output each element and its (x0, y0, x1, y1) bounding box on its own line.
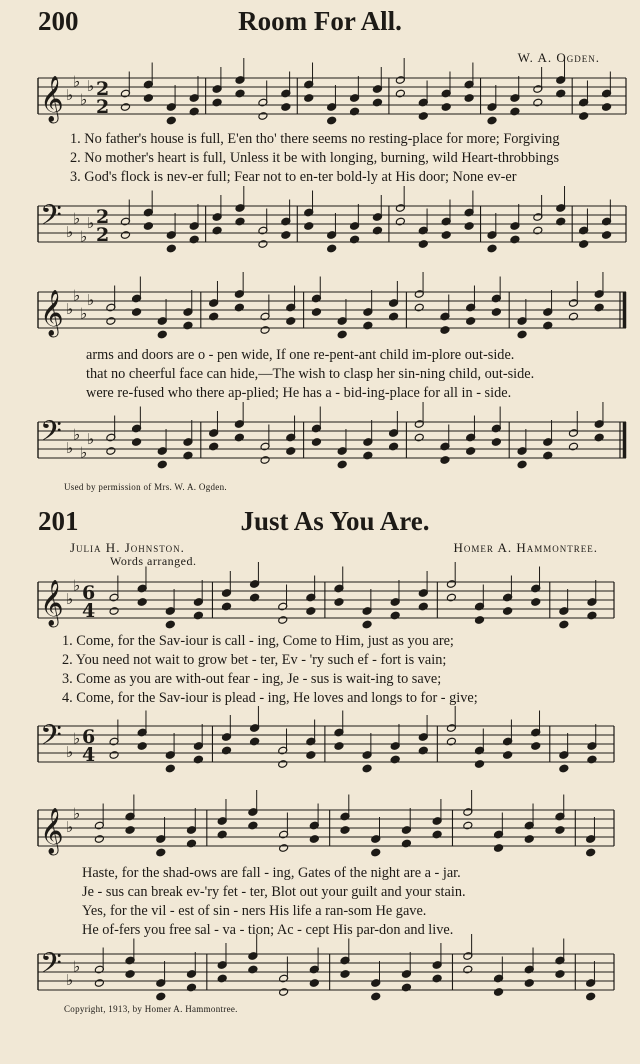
bass-clef-icon: 𝄢 (40, 199, 62, 239)
note-head (143, 222, 153, 231)
note-head (281, 103, 291, 112)
verse-block (86, 346, 534, 403)
note-head (304, 94, 314, 103)
flat-icon: ♭ (73, 425, 81, 444)
time-signature-bottom: 2 (96, 96, 110, 118)
note-head (418, 240, 428, 249)
note-head (156, 848, 166, 857)
verse-line: Je - sus can break ev-'ry fet - ter, Blot out your guilt and your stain. (82, 884, 466, 900)
note-head (311, 308, 321, 317)
note-head (279, 988, 289, 997)
verse-line: 3. God's flock is nev-er full; Fear not to en-ter bold-ly at His door; None ev-er (70, 169, 517, 185)
note-head (559, 620, 569, 629)
note-head (304, 222, 314, 231)
note-head (137, 598, 147, 607)
note-head (132, 308, 142, 317)
note-head (327, 244, 337, 253)
note-head (559, 764, 569, 773)
time-signature-top: 6 (82, 582, 96, 604)
verse-line: 1. Come, for the Sav-iour is call - ing, Come to Him, just as you are; (62, 633, 454, 649)
verse-line: were re-fused who there ap-plied; He has a - bid-ing-place for all in - side. (86, 385, 512, 401)
flat-icon: ♭ (73, 72, 81, 91)
note-head (278, 616, 288, 625)
verse-line: that no cheerful face can hide,—The wish to clasp her sin-ning child, out-side. (86, 366, 535, 382)
note-head (258, 240, 268, 249)
verse-line: 4. Come, for the Sav-iour is plead - ing, He loves and longs to for - give; (62, 690, 478, 706)
note-head (327, 116, 337, 125)
music-staff (0, 712, 640, 776)
treble-clef-icon: 𝄞 (40, 580, 64, 626)
note-head (311, 438, 321, 447)
note-head (524, 835, 534, 844)
note-head (466, 317, 476, 326)
music-staff (0, 408, 640, 472)
note-head (120, 103, 130, 112)
note-head (106, 317, 116, 326)
author-note: Words arranged. (110, 554, 197, 568)
note-head (517, 330, 527, 339)
note-head (579, 240, 589, 249)
music-staff (0, 796, 640, 860)
note-head (334, 598, 344, 607)
note-head (555, 970, 565, 979)
note-head (125, 970, 135, 979)
note-head (286, 317, 296, 326)
verse-line: 2. You need not wait to grow bet - ter, Ev - 'ry such ef - fort is vain; (62, 652, 447, 668)
flat-icon: ♭ (66, 971, 74, 989)
music-staff (0, 64, 640, 128)
note-head (371, 992, 381, 1001)
flat-icon: ♭ (87, 77, 95, 95)
flat-icon: ♭ (73, 804, 81, 823)
verse-line: 3. Come as you are with-out fear - ing, Je - sus is wait-ing to save; (62, 671, 442, 687)
note-head (602, 231, 612, 240)
note-head (258, 112, 268, 121)
note-head (602, 103, 612, 112)
note-head (503, 751, 513, 760)
note-head (340, 826, 350, 835)
flat-icon: ♭ (80, 90, 88, 109)
flat-icon: ♭ (87, 291, 95, 309)
flat-icon: ♭ (73, 209, 81, 228)
note-head (165, 764, 175, 773)
note-head (487, 244, 497, 253)
hymn-title: Just As You Are. (240, 506, 430, 536)
verse-block (62, 632, 478, 708)
note-head (464, 222, 474, 231)
note-head (531, 598, 541, 607)
note-head (491, 438, 501, 447)
note-head (491, 308, 501, 317)
note-head (165, 620, 175, 629)
flat-icon: ♭ (66, 86, 74, 104)
note-head (464, 94, 474, 103)
author-credit: Julia H. Johnston. (70, 540, 185, 555)
note-head (260, 326, 270, 335)
flat-icon: ♭ (73, 729, 81, 748)
music-staff (0, 940, 640, 1004)
note-head (531, 742, 541, 751)
note-head (166, 116, 176, 125)
note-head (157, 330, 167, 339)
verse-block (70, 130, 559, 187)
permission-note: Used by permission of Mrs. W. A. Ogden. (64, 482, 227, 492)
note-head (517, 460, 527, 469)
time-signature-top: 6 (82, 726, 96, 748)
note-head (340, 970, 350, 979)
copyright-note: Copyright, 1913, by Homer A. Hammontree. (64, 1004, 238, 1014)
note-head (94, 979, 104, 988)
flat-icon: ♭ (66, 223, 74, 241)
note-head (309, 835, 319, 844)
flat-icon: ♭ (87, 430, 95, 448)
note-head (125, 826, 135, 835)
note-head (441, 103, 451, 112)
note-head (309, 979, 319, 988)
note-head (466, 447, 476, 456)
verse-line: Haste, for the shad-ows are fall - ing, Gates of the night are a - jar. (82, 865, 461, 881)
note-head (306, 607, 316, 616)
note-head (157, 460, 167, 469)
note-head (132, 438, 142, 447)
music-staff (0, 568, 640, 632)
note-head (106, 447, 116, 456)
note-head (474, 760, 484, 769)
note-head (109, 751, 119, 760)
verse-block (82, 864, 466, 940)
verse-line: He of-fers you free sal - va - tion; Ac - cept His par-don and live. (82, 922, 454, 938)
hymn-number: 201 (38, 506, 79, 536)
note-head (524, 979, 534, 988)
note-head (281, 231, 291, 240)
flat-icon: ♭ (80, 443, 88, 462)
flat-icon: ♭ (87, 214, 95, 232)
note-head (137, 742, 147, 751)
verse-line: arms and doors are o - pen wide, If one re-pent-ant child im-plore out-side. (86, 347, 515, 363)
note-head (260, 456, 270, 465)
note-head (120, 231, 130, 240)
note-head (143, 94, 153, 103)
hymn-number: 200 (38, 6, 79, 36)
note-head (579, 112, 589, 121)
time-signature-bottom: 2 (96, 224, 110, 246)
note-head (441, 231, 451, 240)
music-staff (0, 192, 640, 256)
note-head (586, 992, 596, 1001)
flat-icon: ♭ (73, 576, 81, 595)
flat-icon: ♭ (66, 743, 74, 761)
note-head (371, 848, 381, 857)
note-head (494, 844, 504, 853)
time-signature-top: 2 (96, 206, 110, 228)
note-head (440, 326, 450, 335)
note-head (440, 456, 450, 465)
hymn-title: Room For All. (238, 6, 402, 36)
note-head (337, 460, 347, 469)
verse-line: 1. No father's house is full, E'en tho' there seems no resting-place for more; Forgiving (70, 131, 560, 147)
bass-clef-icon: 𝄢 (40, 947, 62, 987)
composer-credit: W. A. Ogden. (517, 50, 600, 65)
note-head (487, 116, 497, 125)
note-head (503, 607, 513, 616)
note-head (279, 844, 289, 853)
verse-line: Yes, for the vil - est of sin - ners His life a ran-som He gave. (82, 903, 427, 919)
note-head (586, 848, 596, 857)
treble-clef-icon: 𝄞 (40, 808, 64, 854)
flat-icon: ♭ (73, 286, 81, 305)
flat-icon: ♭ (66, 300, 74, 318)
verse-line: 2. No mother's heart is full, Unless it be with longing, burning, wild Heart-throbbings (70, 150, 560, 166)
note-head (334, 742, 344, 751)
note-head (337, 330, 347, 339)
bass-clef-icon: 𝄢 (40, 719, 62, 759)
note-head (94, 835, 104, 844)
note-head (278, 760, 288, 769)
bass-clef-icon: 𝄢 (40, 415, 62, 455)
note-head (109, 607, 119, 616)
note-head (474, 616, 484, 625)
music-staff (0, 278, 640, 342)
note-head (166, 244, 176, 253)
treble-clef-icon: 𝄞 (40, 290, 64, 336)
flat-icon: ♭ (80, 227, 88, 246)
note-head (306, 751, 316, 760)
note-head (418, 112, 428, 121)
flat-icon: ♭ (66, 590, 74, 608)
note-head (362, 620, 372, 629)
note-head (362, 764, 372, 773)
note-head (156, 992, 166, 1001)
note-head (494, 988, 504, 997)
time-signature-bottom: 4 (82, 600, 96, 622)
flat-icon: ♭ (66, 818, 74, 836)
note-head (286, 447, 296, 456)
flat-icon: ♭ (73, 957, 81, 976)
flat-icon: ♭ (66, 439, 74, 457)
treble-clef-icon: 𝄞 (40, 76, 64, 122)
time-signature-bottom: 4 (82, 744, 96, 766)
flat-icon: ♭ (80, 304, 88, 323)
note-head (555, 826, 565, 835)
composer-credit: Homer A. Hammontree. (453, 540, 598, 555)
time-signature-top: 2 (96, 78, 110, 100)
